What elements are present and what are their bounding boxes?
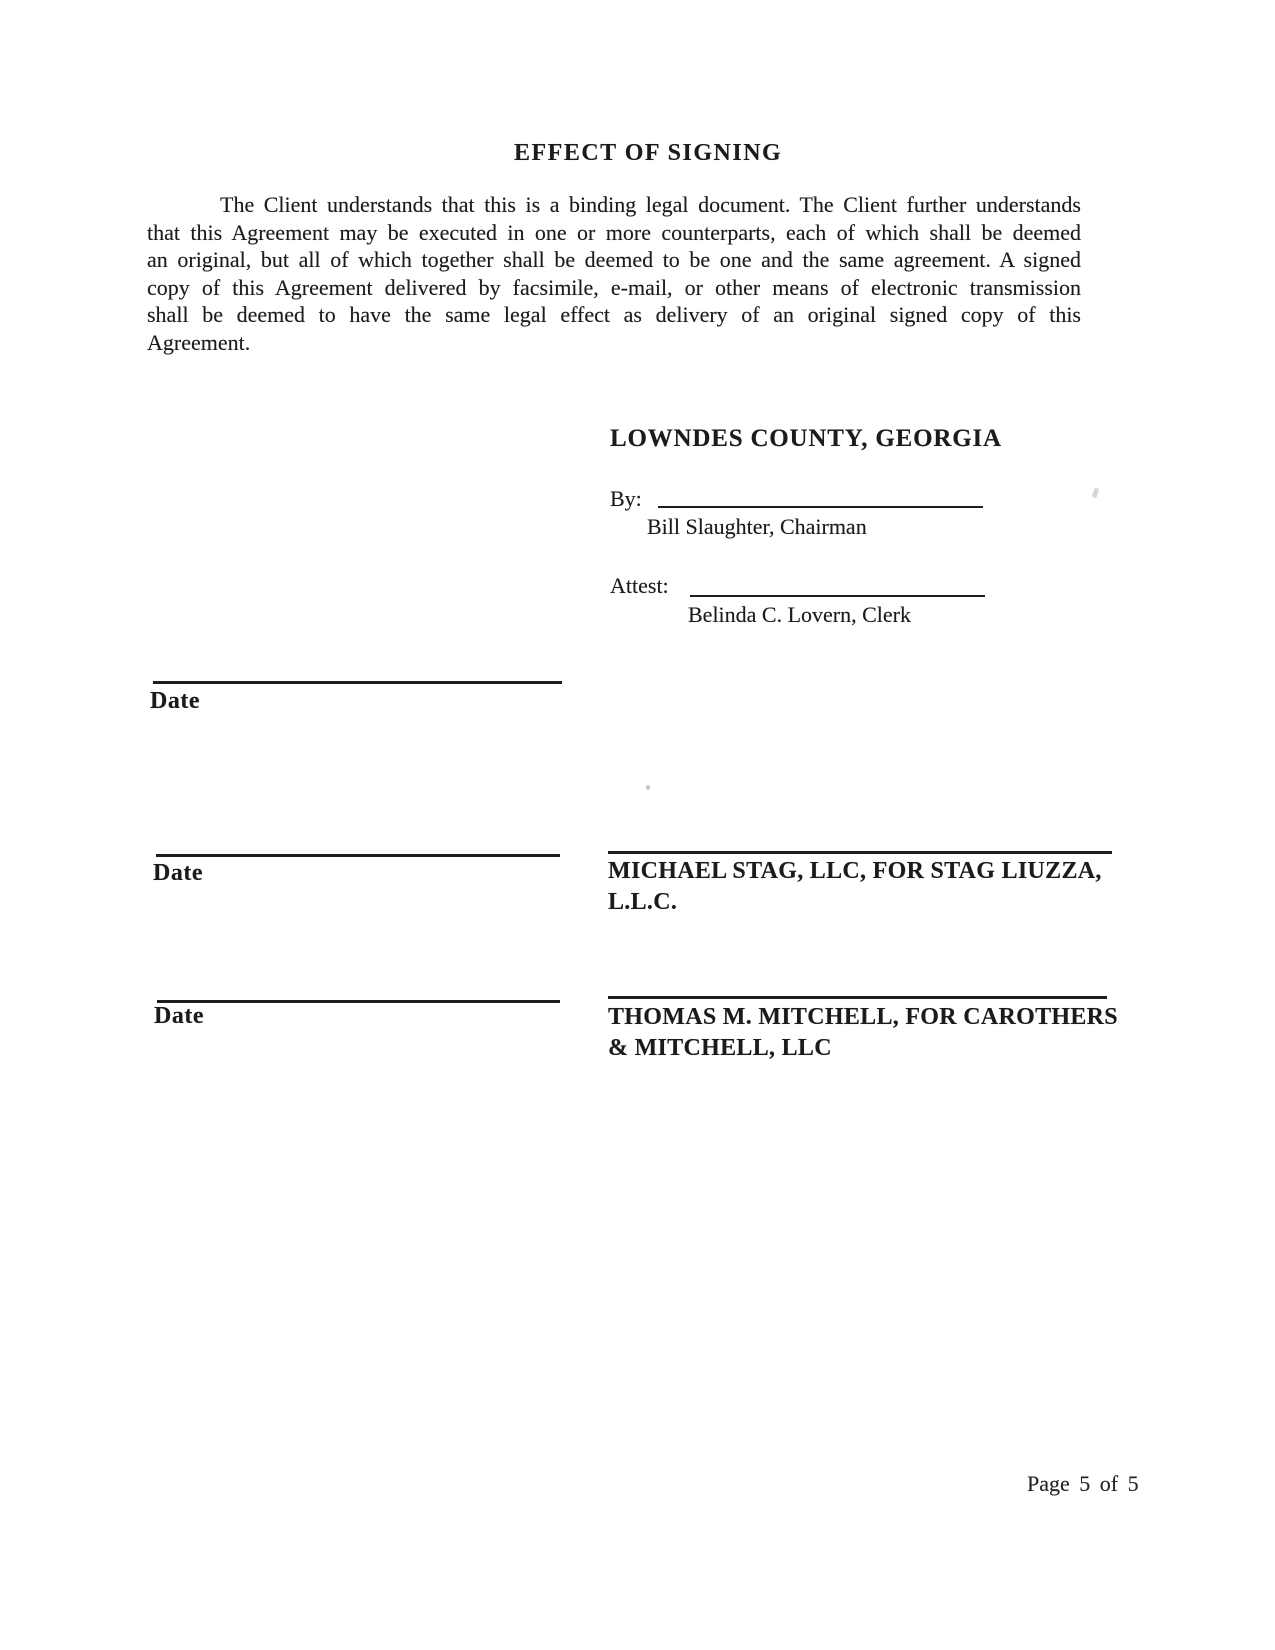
date-line-2	[156, 854, 560, 857]
paragraph-line: an original, but all of which together shall be deemed to be one and the same agreement. A signed	[147, 247, 1081, 273]
attest-signer-name: Belinda C. Lovern, Clerk	[688, 602, 912, 627]
by-signature-line	[658, 506, 983, 508]
attest-signature-line	[690, 595, 985, 597]
paragraph-line: shall be deemed to have the same legal effect as delivery of an original signed copy of this	[147, 302, 1081, 328]
firm-2-line-1: THOMAS M. MITCHELL, FOR CAROTHERS	[608, 1004, 1118, 1030]
firm-2-line-2: & MITCHELL, LLC	[608, 1035, 832, 1061]
date-label-2: Date	[153, 860, 203, 886]
paragraph-line: The Client understands that this is a binding legal document. The Client further understands	[220, 192, 1081, 217]
firm-1-signature-line	[608, 851, 1112, 854]
firm-2-name	[608, 1002, 1118, 1064]
date-line-3	[157, 1000, 560, 1003]
firm-2-signature-line	[608, 996, 1107, 999]
paragraph-line: that this Agreement may be executed in one or more counterparts, each of which shall be deemed	[147, 219, 1081, 245]
date-line-1	[153, 681, 562, 684]
page-title: EFFECT OF SIGNING	[514, 140, 783, 166]
by-label: By:	[610, 486, 642, 511]
paragraph-line: Agreement.	[147, 329, 251, 355]
page-number: Page 5 of 5	[1027, 1471, 1139, 1496]
scan-artifact	[1092, 487, 1100, 498]
attest-label: Attest:	[610, 573, 669, 598]
paragraph-line: copy of this Agreement delivered by facsimile, e-mail, or other means of electronic transmission	[147, 274, 1081, 300]
date-label-1: Date	[150, 688, 200, 714]
firm-1-name	[608, 856, 1102, 918]
intro-paragraph	[147, 191, 1081, 357]
by-signer-name: Bill Slaughter, Chairman	[647, 514, 867, 539]
date-label-3: Date	[154, 1003, 204, 1029]
scan-artifact	[646, 785, 650, 790]
county-heading: LOWNDES COUNTY, GEORGIA	[610, 425, 1002, 452]
firm-1-line-1: MICHAEL STAG, LLC, FOR STAG LIUZZA,	[608, 858, 1102, 884]
firm-1-line-2: L.L.C.	[608, 889, 678, 915]
